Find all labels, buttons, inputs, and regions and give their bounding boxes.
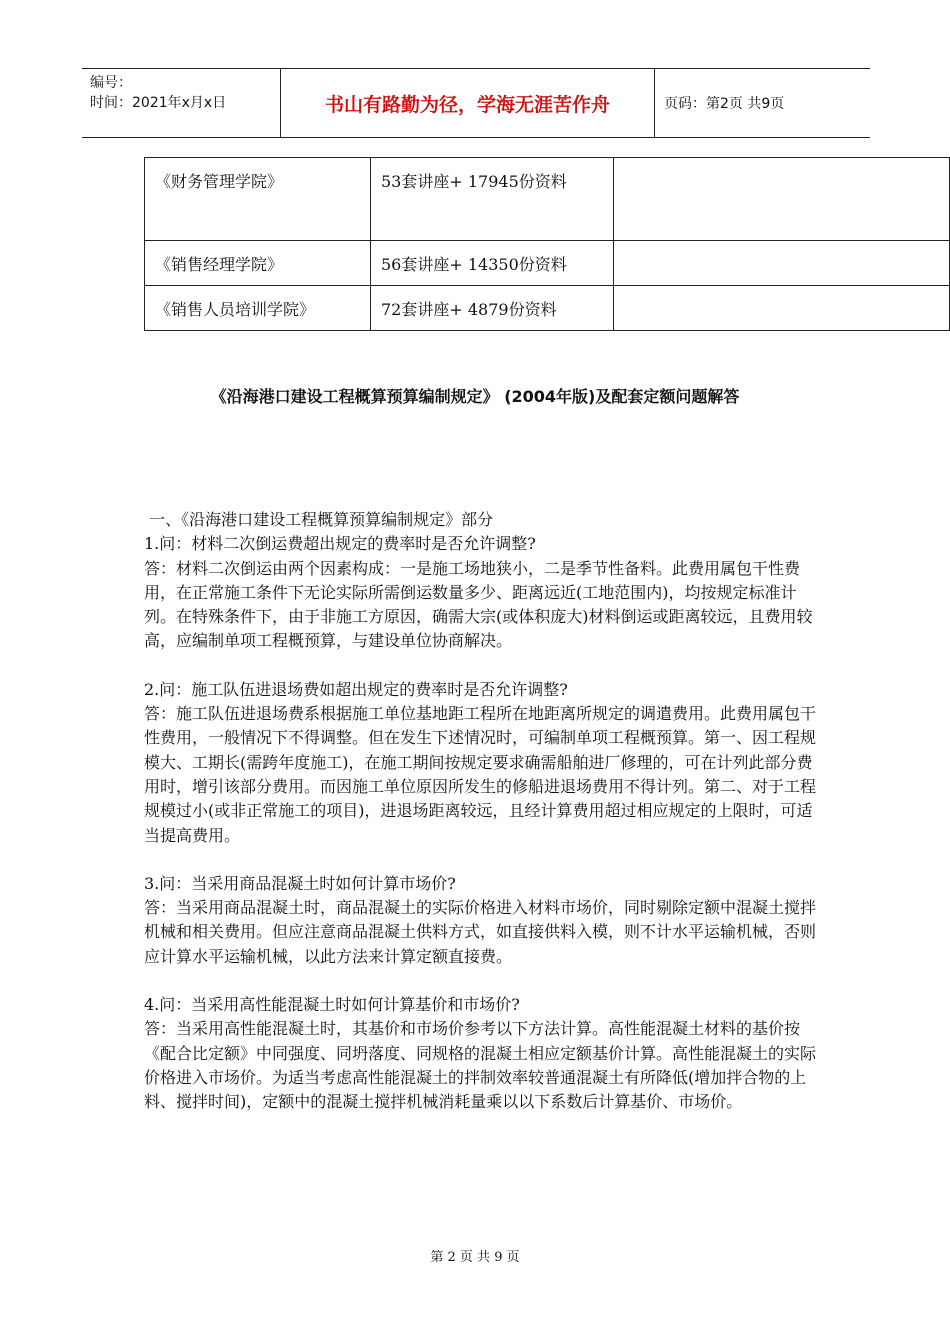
question: 2.问：施工队伍进退场费如超出规定的费率时是否允许调整? <box>144 679 568 699</box>
table-cell: 72套讲座+ 4879份资料 <box>371 286 614 331</box>
table-row <box>145 286 950 331</box>
table-cell <box>614 286 950 331</box>
question: 3.问：当采用商品混凝土时如何计算市场价? <box>144 873 456 893</box>
header-number: 编号： <box>90 75 132 91</box>
table-cell: 《销售经理学院》 <box>145 241 371 286</box>
table-cell <box>614 158 950 241</box>
answer: 答：材料二次倒运由两个因素构成：一是施工场地狭小，二是季节性备料。此费用属包干性费用，在正常施工条件下无论实际所需倒运数量多少、距离远近(工地范围内)，均按规定标准计列。在特殊条件下，由于非施工方原因，确需大宗(或体积庞大)材料倒运或距离较远，且费用较高，应编制单项工程概预算，与建设单位协商解决。 <box>144 558 813 651</box>
question: 4.问：当采用高性能混凝土时如何计算基价和市场价? <box>144 995 520 1015</box>
paragraph-gap <box>144 969 824 993</box>
header-page-number: 页码：第2页 共9页 <box>664 96 785 112</box>
table-cell: 56套讲座+ 14350份资料 <box>371 241 614 286</box>
answer: 答：当采用商品混凝土时，商品混凝土的实际价格进入材料市场价，同时剔除定额中混凝土搅拌机械和相关费用。但应注意商品混凝土供料方式，如直接供料入模，则不计水平运输机械，否则应计算水平运输机械，以此方法来计算定额直接费。 <box>144 898 817 966</box>
page-header <box>82 68 870 138</box>
table-row <box>145 158 950 241</box>
header-divider <box>654 69 655 137</box>
table-cell: 《销售人员培训学院》 <box>145 286 371 331</box>
header-meta <box>90 73 226 113</box>
paragraph-gap <box>144 654 824 678</box>
table-cell <box>371 158 614 241</box>
table-cell <box>614 241 950 286</box>
page-footer: 第 2 页 共 9 页 <box>430 1250 520 1265</box>
paragraph-gap <box>144 848 824 872</box>
table-row <box>145 241 950 286</box>
resource-table <box>144 157 950 331</box>
header-motto: 书山有路勤为径，学海无涯苦作舟 <box>324 93 610 116</box>
answer: 答：当采用高性能混凝土时，其基价和市场价参考以下方法计算。高性能混凝土材料的基价按《配合比定额》中同强度、同坍落度、同规格的混凝土相应定额基价计算。高性能混凝土的实际价格进入市场价。为适当考虑高性能混凝土的拌制效率较普通混凝土有所降低(增加拌合物的上料、搅拌时间)，定额中的混凝土搅拌机械消耗量乘以以下系数后计算基价、市场价。 <box>144 1019 817 1112</box>
answer: 答：施工队伍进退场费系根据施工单位基地距工程所在地距离所规定的调遣费用。此费用属包干性费用，一般情况下不得调整。但在发生下述情况时，可编制单项工程概预算。第一、因工程规模大、工期长(需跨年度施工)，在施工期间按规定要求确需船舶进厂修理的，可在计列此部分费用时，增引该部分费用。而因施工单位原因所发生的修船进退场费用不得计列。第二、对于工程规模过小(或非正常施工的项目)，进退场距离较远，且经计算费用超过相应规定的上限时，可适当提高费用。 <box>144 704 817 845</box>
section-heading: 一、《沿海港口建设工程概算预算编制规定》部分 <box>144 510 494 529</box>
header-time: 时间：2021年x月x日 <box>90 95 227 111</box>
question: 1.问：材料二次倒运费超出规定的费率时是否允许调整? <box>144 534 536 554</box>
table-cell: 《财务管理学院》 <box>145 158 371 241</box>
document-title: 《沿海港口建设工程概算预算编制规定》 (2004年版)及配套定额问题解答 <box>210 387 740 406</box>
table-cell-text: 53套讲座+ 17945份资料 <box>381 172 567 191</box>
document-body <box>144 508 824 1115</box>
